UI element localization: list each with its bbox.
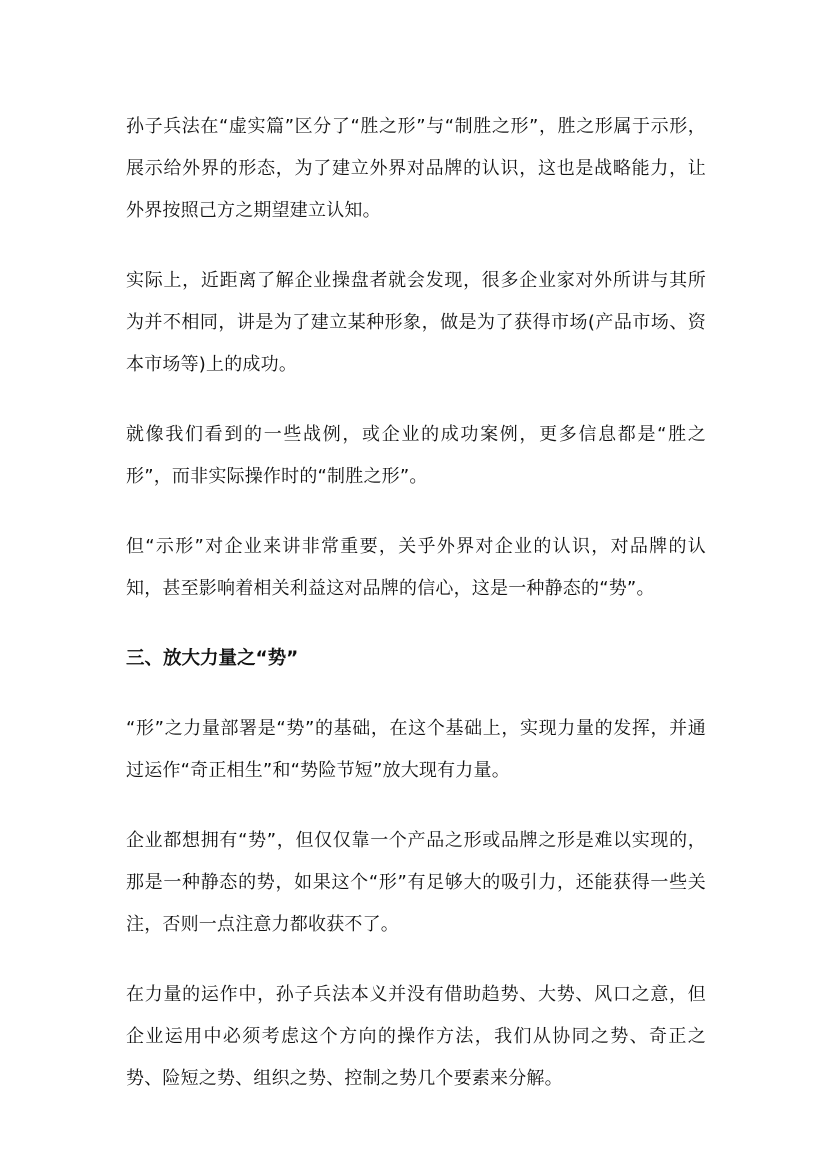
paragraph-5: “形”之力量部署是“势”的基础，在这个基础上，实现力量的发挥，并通过运作“奇正相生”和“势险节短”放大现有力量。 [126, 718, 706, 781]
paragraph-2: 实际上，近距离了解企业操盘者就会发现，很多企业家对外所讲与其所为并不相同，讲是为了建立某种形象，做是为了获得市场(产品市场、资本市场等)上的成功。 [126, 270, 706, 375]
paragraph-6: 企业都想拥有“势”，但仅仅靠一个产品之形或品牌之形是难以实现的，那是一种静态的势，如果这个“形”有足够大的吸引力，还能获得一些关注，否则一点注意力都收获不了。 [126, 830, 706, 935]
document-body [126, 106, 706, 1100]
paragraph-7: 在力量的运作中，孙子兵法本义并没有借助趋势、大势、风口之意，但企业运用中必须考虑这个方向的操作方法，我们从协同之势、奇正之势、险短之势、组织之势、控制之势几个要素来分解。 [126, 984, 706, 1089]
paragraph-3: 就像我们看到的一些战例，或企业的成功案例，更多信息都是“胜之形”，而非实际操作时的“制胜之形”。 [126, 424, 706, 487]
paragraph-1: 孙子兵法在“虚实篇”区分了“胜之形”与“制胜之形”，胜之形属于示形，展示给外界的形态，为了建立外界对品牌的认识，这也是战略能力，让外界按照己方之期望建立认知。 [126, 116, 706, 221]
section-heading: 三、放大力量之“势” [126, 648, 299, 669]
paragraph-4: 但“示形”对企业来讲非常重要，关乎外界对企业的认识，对品牌的认知，甚至影响着相关利益这对品牌的信心，这是一种静态的“势”。 [126, 536, 706, 599]
